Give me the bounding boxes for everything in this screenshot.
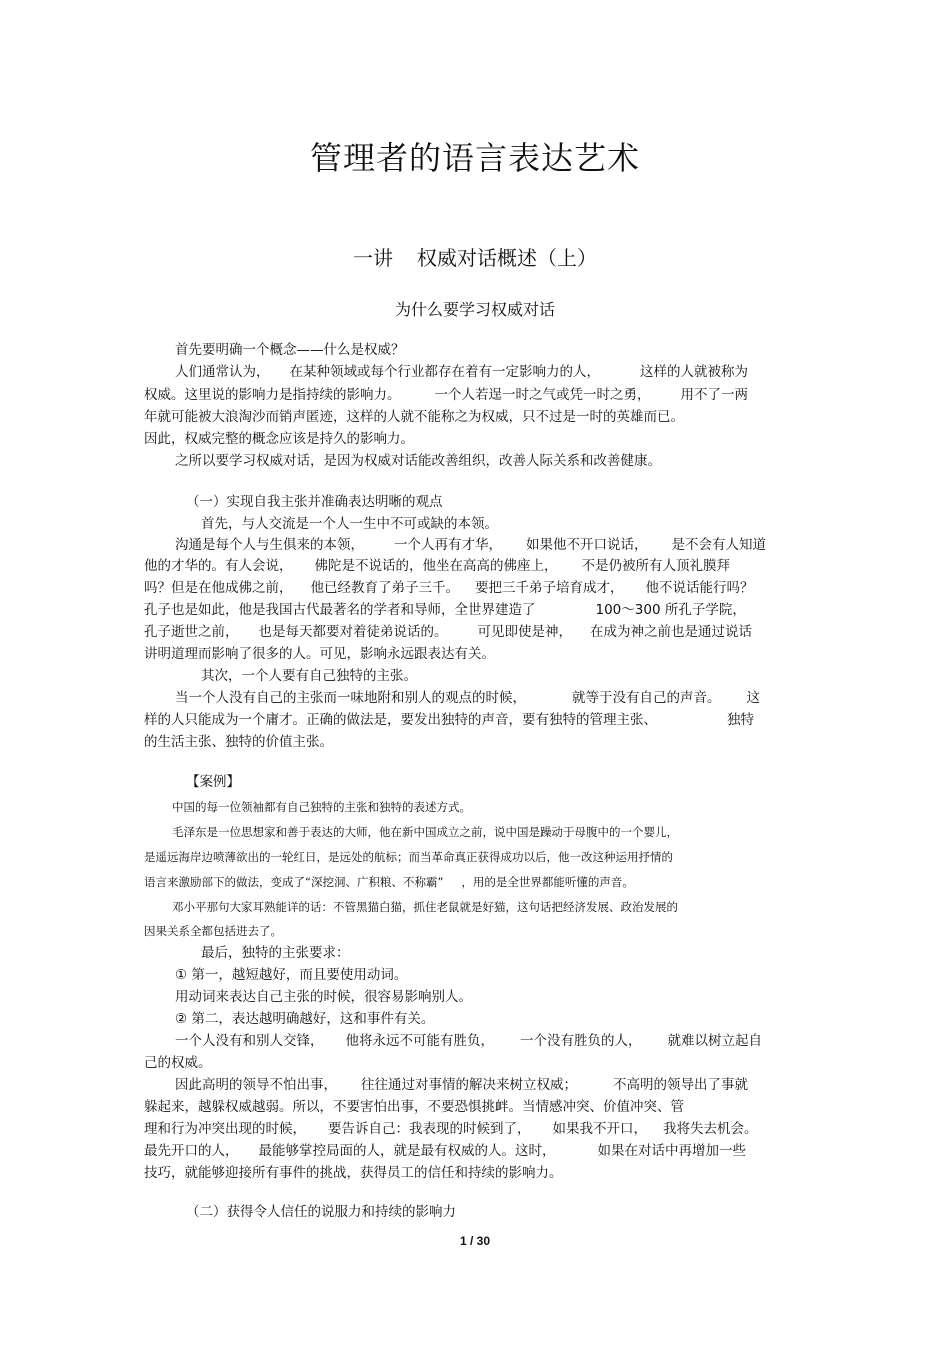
text-line [144, 386, 748, 404]
text-segment: 人们通常认为， [175, 364, 270, 380]
text-segment: 因此高明的领导不怕出事， [175, 1077, 337, 1093]
text-segment: 一个人再有才华， [394, 537, 502, 553]
text-segment: 样的人只能成为一个庸才。正确的做法是，要发出独特的声音，要有独特的管理主张、 [144, 712, 657, 728]
text-segment: 如果在对话中再增加一些 [597, 1143, 746, 1159]
text-segment: 孔子逝世之前， [144, 624, 239, 640]
case-line: 因果关系全都包括进去了。 [144, 924, 282, 938]
text-line: 躲起来，越躲权威越弱。所以，不要害怕出事，不要恐惧挑衅。当情感冲突、价值冲突、管 [144, 1099, 684, 1115]
text-segment: 独特 [727, 712, 754, 728]
text-segment: ，用的是全世界都能听懂的声音。 [461, 875, 634, 889]
subsection-heading: （二）获得令人信任的说服力和持续的影响力 [186, 1204, 456, 1220]
text-line [144, 1142, 746, 1160]
text-line: 因此，权威完整的概念应该是持久的影响力。 [144, 431, 414, 447]
text-segment: 他将永远不可能有胜负， [345, 1033, 494, 1049]
text-line: 最后，独特的主张要求： [201, 945, 350, 961]
text-segment: 就等于没有自己的声音。 [572, 690, 721, 706]
text-line: 技巧，就能够迎接所有事件的挑战，获得员工的信任和持续的影响力。 [144, 1165, 563, 1181]
list-item: ② 第二，表达越明确越好，这和事件有关。 [175, 1011, 435, 1027]
text-segment: 是不会有人知道 [671, 537, 766, 553]
text-line [175, 689, 760, 707]
text-line: 讲明道理而影响了很多的人。可见，影响永远跟表达有关。 [144, 646, 495, 662]
section-title: 为什么要学习权威对话 [394, 300, 555, 319]
text-segment: 孔子也是如此，他是我国古代最著名的学者和导师，全世界建造了 [144, 602, 536, 618]
text-segment: 在成为神之前也是通过说话 [590, 624, 752, 640]
lecture-heading [0, 242, 950, 271]
text-segment: 如果我不开口， [552, 1121, 647, 1137]
list-item: ① 第一，越短越好，而且要使用动词。 [175, 967, 408, 983]
text-line: 首先要明确一个概念——什么是权威？ [175, 342, 405, 358]
text-segment: 在某种领域或每个行业都存在着有一定影响力的人， [289, 364, 600, 380]
case-line: 邓小平那句大家耳熟能详的话：不管黑猫白猫，抓住老鼠就是好猫，这句话把经济发展、政治发展的 [172, 900, 678, 914]
text-line: 的生活主张、独特的价值主张。 [144, 734, 333, 750]
case-line [144, 874, 634, 890]
text-segment: 100～300 所孔子学院， [595, 602, 746, 618]
text-line [175, 536, 766, 554]
text-segment: 佛陀是不说话的，他坐在高高的佛座上， [314, 558, 558, 574]
text-line [144, 623, 752, 641]
text-segment: 理和行为冲突出现的时候， [144, 1121, 306, 1137]
text-segment: 他不说话能行吗？ [645, 580, 754, 596]
text-segment: 就难以树立起自 [667, 1033, 762, 1049]
text-line: 年就可能被大浪淘沙而销声匿迹，这样的人就不能称之为权威，只不过是一时的英雄而已。 [144, 409, 684, 425]
text-line: 首先，与人交流是一个人一生中不可或缺的本领。 [201, 516, 498, 532]
lecture-name: 权威对话概述（上） [417, 246, 597, 270]
text-segment: 吗？但是在他成佛之前， [144, 580, 293, 596]
text-line [144, 579, 754, 597]
case-line: 是遥远海岸边喷薄欲出的一轮红日，是远处的航标；而当革命真正获得成功以后，他一改这种运用抒情的 [144, 850, 673, 864]
text-segment: 他已经教育了弟子三千。 [310, 580, 459, 596]
text-segment: 最能够掌控局面的人，就是最有权威的人。这时， [258, 1143, 556, 1159]
text-line [175, 1032, 762, 1050]
case-label: 【案例】 [186, 774, 240, 790]
text-segment: 这 [746, 690, 760, 706]
text-line [144, 711, 754, 729]
text-segment: 这样的人就被称为 [640, 364, 748, 380]
text-segment: 用不了一两 [680, 387, 748, 403]
text-segment: 权威。这里说的影响力是指持续的影响力。 [144, 387, 401, 403]
text-line: 己的权威。 [144, 1055, 212, 1071]
text-segment: 一个人若逞一时之气或凭一时之勇， [434, 387, 651, 403]
text-line [144, 1120, 758, 1138]
document-title: 管理者的语言表达艺术 [309, 139, 640, 177]
text-segment: 要告诉自己：我表现的时候到了， [328, 1121, 531, 1137]
text-segment: 最先开口的人， [144, 1143, 239, 1159]
text-segment: 他的才华的。有人会说， [144, 558, 293, 574]
page-number: 1 / 30 [459, 1234, 491, 1248]
text-segment: 不是仍被所有人顶礼膜拜 [581, 558, 730, 574]
text-line [144, 601, 746, 619]
text-segment: 如果他不开口说话， [526, 537, 648, 553]
text-line [175, 363, 748, 381]
text-segment: 我将失去机会。 [663, 1121, 758, 1137]
text-line: 用动词来表达自己主张的时候，很容易影响别人。 [175, 989, 472, 1005]
subsection-heading: （一）实现自我主张并准确表达明晰的观点 [186, 494, 443, 510]
case-line: 中国的每一位领袖都有自己独特的主张和独特的表述方式。 [172, 800, 471, 814]
text-segment: 语言来激励部下的做法，变成了“深挖洞、广积粮、不称霸” [144, 875, 444, 889]
text-segment: 要把三千弟子培育成才， [475, 580, 624, 596]
text-line [144, 557, 730, 575]
text-segment: 沟通是每个人与生俱来的本领， [175, 537, 364, 553]
case-line: 毛泽东是一位思想家和善于表达的大师，他在新中国成立之前，说中国是躁动于母腹中的一个婴儿， [172, 825, 678, 839]
text-line: 之所以要学习权威对话，是因为权威对话能改善组织，改善人际关系和改善健康。 [175, 453, 661, 469]
text-segment: 一个没有胜负的人， [520, 1033, 642, 1049]
text-line: 其次，一个人要有自己独特的主张。 [201, 668, 417, 684]
text-segment: 一个人没有和别人交锋， [175, 1033, 324, 1049]
text-line [175, 1076, 748, 1094]
lecture-number: 一讲 [353, 246, 393, 270]
text-segment: 不高明的领导出了事就 [613, 1077, 748, 1093]
text-segment: 也是每天都要对着徒弟说话的。 [258, 624, 448, 640]
text-segment: 往往通过对事情的解决来树立权威； [361, 1077, 577, 1093]
text-segment: 当一个人没有自己的主张而一味地附和别人的观点的时候， [175, 690, 526, 706]
text-segment: 可见即使是神， [477, 624, 572, 640]
